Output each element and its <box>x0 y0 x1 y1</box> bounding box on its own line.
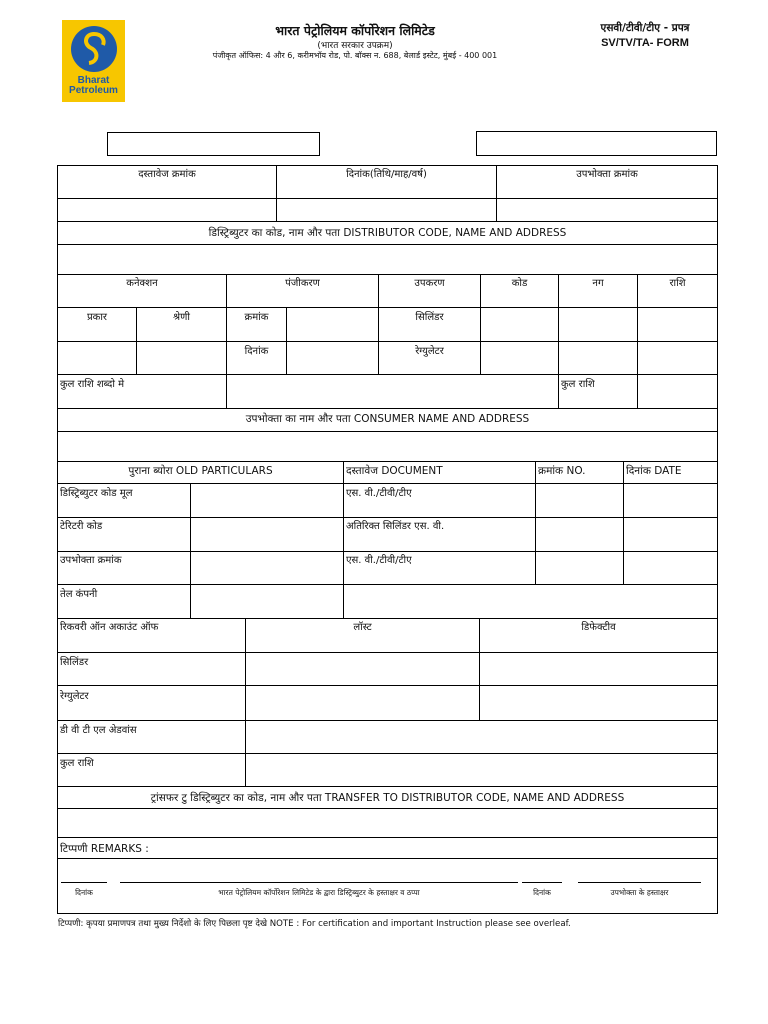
sv-tv-ta-label-1: एस. वी./टीवी/टीए <box>346 488 412 499</box>
bpcl-logo <box>62 20 125 102</box>
type-label: प्रकार <box>86 312 108 323</box>
transfer-field[interactable] <box>58 809 717 837</box>
bpcl-signature-label: भारत पेट्रोलियम कॉर्पोरेशन लिमिटेड के द्वारा डिस्ट्रिब्युटर के हस्ताक्षर व ठप्पा <box>218 888 420 897</box>
consumer-header: उपभोक्ता का नाम और पता CONSUMER NAME AND ADDRESS <box>245 413 530 425</box>
distributor-code-label: डिस्ट्रिब्युटर कोड मूल <box>60 488 133 499</box>
serial-label: क्रमांक <box>244 312 269 323</box>
conn-date-label: दिनांक <box>244 346 269 357</box>
signature-date-1: दिनांक <box>75 888 93 897</box>
territory-code-label: टेरिटरी कोड <box>60 521 103 532</box>
old-date-label: दिनांक DATE <box>626 465 682 477</box>
consumer-field[interactable] <box>58 432 717 461</box>
company-address: पंजीकृत ऑफिस: 4 और 6, करीमभॉय रोड, पो. बॉक्स न. 688, बेलार्ड इस्टेट, मुंबई - 400 001 <box>212 51 498 60</box>
total-amount-label: कुल राशि <box>561 379 595 390</box>
defective-label: डिफेक्टीव <box>581 622 616 633</box>
amount-label: राशि <box>669 278 686 289</box>
recovery-label: रिकवरी ऑन अकाउंट ऑफ <box>60 622 159 633</box>
recovery-total-label: कुल राशि <box>60 758 94 769</box>
dvtl-advance-label: डी वी टी एल अेडवांस <box>60 725 137 736</box>
total-in-words-label: कुल राशि शब्दो मे <box>60 379 125 390</box>
top-left-input-box[interactable] <box>107 132 320 156</box>
lost-label: लॉस्ट <box>353 622 372 633</box>
date-field[interactable] <box>277 199 496 221</box>
old-number-label: क्रमांक NO. <box>538 465 586 477</box>
distributor-header: डिस्ट्रिब्युटर का कोड, नाम और पता DISTRIBUTOR CODE, NAME AND ADDRESS <box>208 227 567 239</box>
transfer-header: ट्रांसफर टु डिस्ट्रिब्युटर का कोड, नाम और पता TRANSFER TO DISTRIBUTOR CODE, NAME AND ADDRESS <box>150 792 625 804</box>
cylinder-label: सिलिंडर <box>415 312 444 323</box>
recovery-regulator-label: रेग्युलेटर <box>60 691 89 702</box>
date-label: दिनांक(तिथि/माह/वर्ष) <box>346 169 427 180</box>
doc-number-label: दस्तावेज क्रमांक <box>138 169 196 180</box>
doc-number-field[interactable] <box>58 199 276 221</box>
category-label: श्रेणी <box>173 312 190 323</box>
connection-label: कनेक्शन <box>126 278 158 289</box>
code-label: कोड <box>511 278 528 289</box>
top-right-input-box[interactable] <box>476 131 717 156</box>
company-subtitle: (भारत सरकार उपक्रम) <box>317 41 393 51</box>
regulator-label: रेग्युलेटर <box>415 346 444 357</box>
equipment-label: उपकरण <box>414 278 445 289</box>
logo-emblem-icon <box>71 26 117 72</box>
registration-label: पंजीकरण <box>285 278 320 289</box>
remarks-label: टिप्पणी REMARKS : <box>60 843 149 855</box>
sv-tv-ta-label-2: एस. वी./टीवी/टीए <box>346 555 412 566</box>
recovery-cylinder-label: सिलिंडर <box>60 657 89 668</box>
logo-text-line2: Petroleum <box>69 85 118 96</box>
consumer-number-label: उपभोक्ता क्रमांक <box>576 169 638 180</box>
form-title-hindi: एसवी/टीवी/टीए - प्रपत्र <box>600 22 690 34</box>
form-title-english: SV/TV/TA- FORM <box>601 37 689 49</box>
consumer-number-field[interactable] <box>497 199 717 221</box>
old-particulars-label: पुराना ब्योरा OLD PARTICULARS <box>128 465 273 477</box>
distributor-field[interactable] <box>58 245 717 274</box>
old-consumer-number-label: उपभोक्ता क्रमांक <box>60 555 122 566</box>
oil-company-label: तेल कंपनी <box>60 589 98 600</box>
company-name: भारत पेट्रोलियम कॉर्पोरेशन लिमिटेड <box>275 23 435 38</box>
signature-date-2: दिनांक <box>533 888 551 897</box>
logo-text-line1: Bharat <box>77 75 110 86</box>
consumer-signature-label: उपभोक्ता के हस्ताक्षर <box>610 888 669 897</box>
footer-note: टिप्पणी: कृपया प्रमाणपत्र तथा मुख्य निर्देशो के लिए पिछला पृष्ट देखे NOTE : For certification and important Instruction please see overleaf. <box>58 919 571 929</box>
document-label: दस्तावेज DOCUMENT <box>346 465 443 477</box>
qty-label: नग <box>592 278 604 289</box>
extra-cylinder-label: अतिरिक्त सिलिंडर एस. वी. <box>346 521 445 532</box>
